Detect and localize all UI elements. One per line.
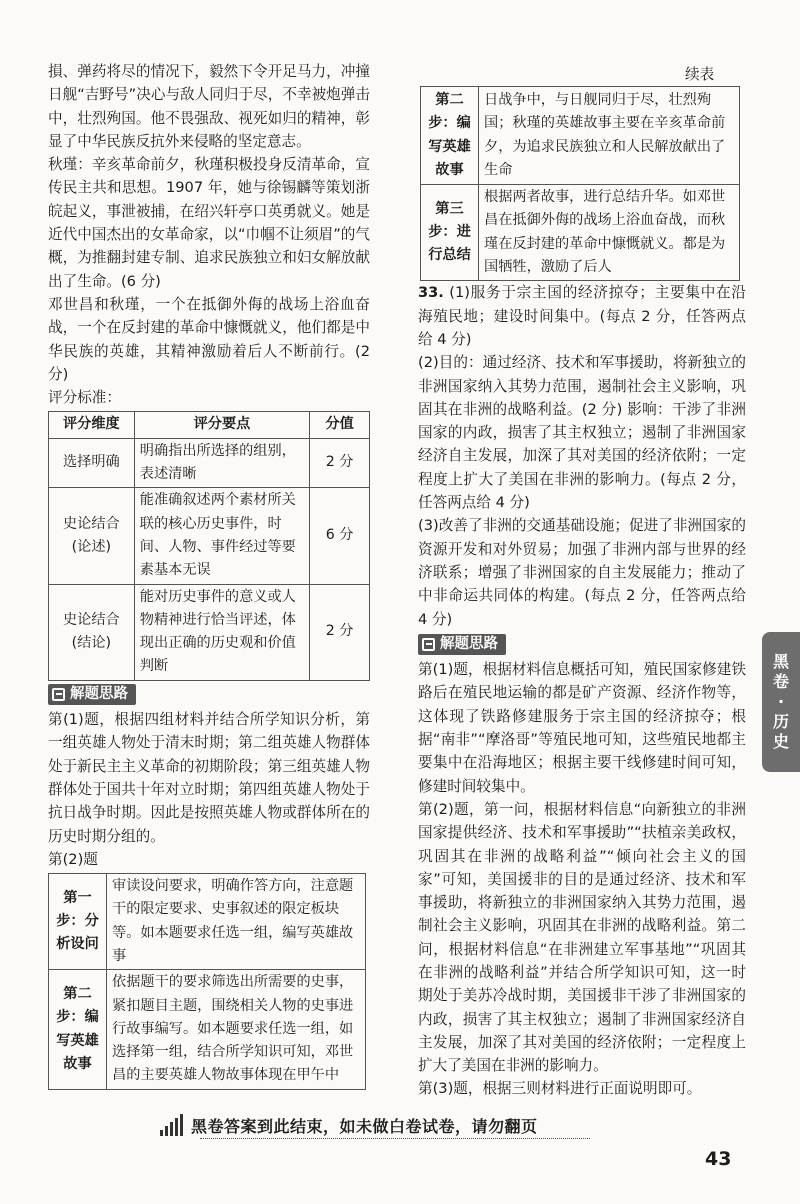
step-label: 第一步：分析设问 xyxy=(49,874,107,970)
step-label: 第二步：编写英雄故事 xyxy=(421,87,479,185)
side-tab-char: 史 xyxy=(772,732,789,751)
table-row xyxy=(49,970,366,1089)
continued-label: 续表 xyxy=(685,66,715,83)
note-icon xyxy=(422,638,435,651)
bars-icon xyxy=(160,1114,185,1136)
step-text: 依据题干的要求筛选出所需要的史事，紧扣题目主题，围绕相关人物的史事进行故事编写。如本题要求任选一组，如选择第一组，结合所学知识可知，邓世昌的主要英雄人物故事体现在甲午中 xyxy=(107,970,366,1089)
table-cell: 能准确叙述两个素材所关联的核心历史事件，时间、人物、事件经过等要素基本无误 xyxy=(134,488,309,584)
paragraph: 第(3)题，根据三则材料进行正面说明即可。 xyxy=(418,1080,702,1098)
paragraph: (2)目的：通过经济、技术和军事援助，将新独立的非洲国家纳入其势力范围，遏制社会主义影响，巩固其在非洲的战略利益。(2 分) 影响：干涉了非洲国家的内政，损害了其主权独立；遏制了非洲国家经济自主发展，加深了其对美国的经济依附；一定程度上扩大了美国在非洲的影响力。(每点 2 分，任答两点给 4 分) xyxy=(418,354,746,512)
paragraph: 秋瑾：辛亥革命前夕，秋瑾积极投身反清革命，宣传民主共和思想。1907 年，她与徐锡麟等策划浙皖起义，事泄被捕，在绍兴轩亭口英勇就义。她是近代中国杰出的女革命家，以“巾帼不让须眉”的气概，为推翻封建专制、追求民族独立和妇女解放献出了生命。(6 分) xyxy=(48,156,370,290)
paragraph: 第(1)题，根据四组材料并结合所学知识分析，第一组英雄人物处于清末时期；第二组英雄人物群体处于新民主主义革命的初期阶段；第三组英雄人物群体处于国共十年对立时期；第四组英雄人物处于抗日战争时期。因此是按照英雄人物或群体所在的历史时期分组的。 xyxy=(48,711,370,845)
left-column xyxy=(48,60,370,1090)
table-cell: 能对历史事件的意义或人物精神进行恰当评述，体现出正确的历史观和价值判断 xyxy=(134,584,309,680)
table-header: 分值 xyxy=(310,412,370,438)
step-text: 根据两者故事，进行总结升华。如邓世昌在抵御外侮的战场上浴血奋战，而秋瑾在反封建的革命中慷慨就义。都是为国牺牲，激励了后人 xyxy=(479,185,740,281)
steps-table-continued xyxy=(420,86,740,281)
table-row xyxy=(49,488,370,584)
question-number: 33. xyxy=(418,284,444,302)
side-tab-char: 黑 xyxy=(772,652,789,671)
table-cell: 明确指出所选择的组别，表述清晰 xyxy=(134,438,309,488)
steps-table xyxy=(48,873,366,1090)
table-header: 评分要点 xyxy=(134,412,309,438)
side-tab-char: 卷 xyxy=(772,672,789,691)
footer-divider xyxy=(200,1138,590,1139)
paragraph: 邓世昌和秋瑾，一个在抵御外侮的战场上浴血奋战，一个在反封建的革命中慷慨就义，他们都是中华民族的英雄，其精神激励着后人不断前行。(2 分) xyxy=(48,295,370,383)
page-number: 43 xyxy=(705,1148,732,1170)
table-row xyxy=(421,185,740,281)
analysis-tag-label: 解题思路 xyxy=(440,635,498,652)
table-row xyxy=(49,584,370,680)
note-icon xyxy=(52,688,65,701)
footer-text: 黑卷答案到此结束，如未做白卷试卷，请勿翻页 xyxy=(191,1116,538,1136)
score-table xyxy=(48,411,370,680)
table-cell: 2 分 xyxy=(310,584,370,680)
step-text: 审读设问要求，明确作答方向，注意题干的限定要求、史事叙述的限定板块等。如本题要求任选一组，编写英雄故事 xyxy=(107,874,366,970)
table-cell: 选择明确 xyxy=(49,438,135,488)
analysis-tag-label: 解题思路 xyxy=(70,685,128,702)
paragraph: 评分标准： xyxy=(48,389,121,407)
side-tab-char: 历 xyxy=(772,712,789,731)
table-row xyxy=(49,438,370,488)
paragraph: 第(1)题，根据材料信息概括可知，殖民国家修建铁路后在殖民地运输的都是矿产资源、经济作物等，这体现了铁路修建服务于宗主国的经济掠夺；根据“南非”“摩洛哥”等殖民地可知，这些殖民地都主要集中在沿海地区；根据主要干线修建时间可知，修建时间较集中。 xyxy=(418,661,746,795)
table-cell: 6 分 xyxy=(310,488,370,584)
table-header: 评分维度 xyxy=(49,412,135,438)
paragraph xyxy=(418,281,746,351)
step-label: 第二步：编写英雄故事 xyxy=(49,970,107,1089)
paragraph: 損、弹药将尽的情况下，毅然下令开足马力，冲撞日舰“吉野号”决心与敌人同归于尽，不幸被炮弹击中，壮烈殉国。他不畏强敌、视死如归的精神，彰显了中华民族反抗外来侵略的坚定意志。 xyxy=(48,63,370,150)
step-label: 第三步：进行总结 xyxy=(421,185,479,281)
table-cell: 史论结合(结论) xyxy=(49,584,135,680)
side-tab xyxy=(762,632,800,772)
table-row xyxy=(49,874,366,970)
footer xyxy=(160,1110,600,1140)
right-column xyxy=(418,60,746,1101)
step-text: 日战争中，与日舰同归于尽，壮烈殉国；秋瑾的英雄故事主要在辛亥革命前夕，为追求民族独立和人民解放献出了生命 xyxy=(479,87,740,185)
paragraph: (3)改善了非洲的交通基础设施；促进了非洲国家的资源开发和对外贸易；加强了非洲内部与世界的经济联系；增强了非洲国家的自主发展能力；推动了中非命运共同体的构建。(每点 2 分，任答两点给 4 分) xyxy=(418,517,746,628)
table-cell: 2 分 xyxy=(310,438,370,488)
paragraph: 第(2)题 xyxy=(48,850,98,868)
table-row xyxy=(421,87,740,185)
table-cell: 史论结合(论述) xyxy=(49,488,135,584)
analysis-tag xyxy=(48,684,136,705)
paragraph: 第(2)题，第一问，根据材料信息“向新独立的非洲国家提供经济、技术和军事援助”“扶植亲美政权，巩固其在非洲的战略利益”“倾向社会主义的国家”可知，美国援非的目的是通过经济、技术和军事援助，将新独立的非洲国家纳入其势力范围，遏制社会主义影响，巩固其在非洲的战略利益。第二问，根据材料信息“在非洲建立军事基地”“巩固其在非洲的战略利益”并结合所学知识可知，这一时期处于美苏冷战时期，美国援非干涉了非洲国家的内政，损害了其主权独立；遏制了非洲国家经济自主发展，加深了其对美国的经济依附；一定程度上扩大了美国在非洲的影响力。 xyxy=(418,800,746,1075)
table-header-row xyxy=(49,412,370,438)
answer-text: (1)服务于宗主国的经济掠夺；主要集中在沿海殖民地；建设时间集中。(每点 2 分，任答两点给 4 分) xyxy=(418,284,746,348)
side-tab-char: · xyxy=(777,692,785,711)
analysis-tag xyxy=(418,634,506,655)
